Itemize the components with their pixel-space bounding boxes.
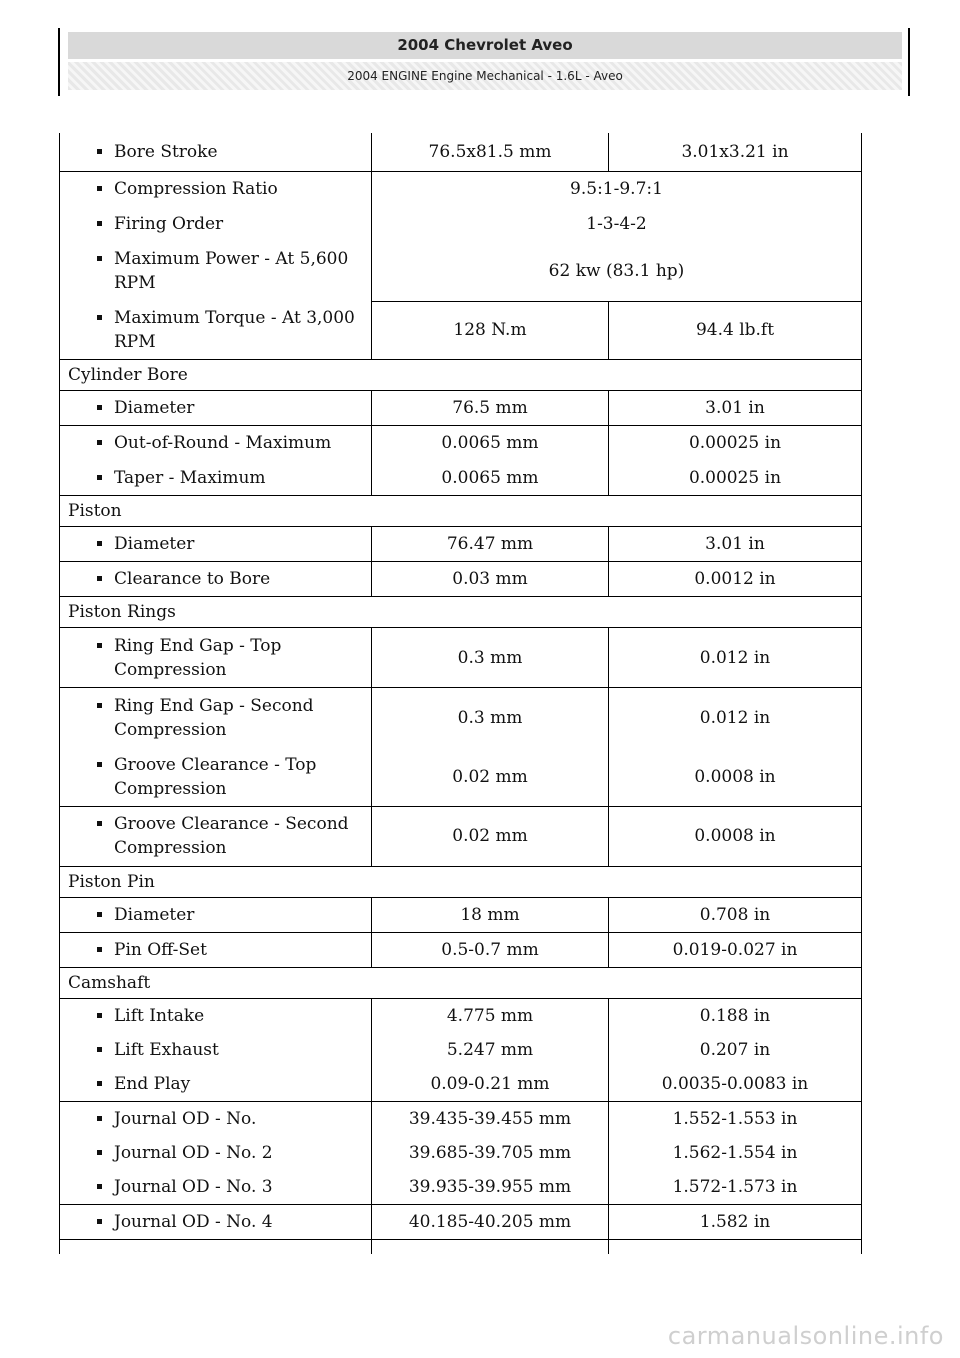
english-value: 0.0012 in [609,562,862,597]
metric-value: 0.02 mm [372,748,609,807]
metric-value: 5.247 mm [372,1033,609,1067]
table-row [60,206,862,241]
english-value: 0.00025 in [609,426,862,461]
spec-label: ▪ Diameter [114,527,367,561]
section-row [60,360,862,391]
table-row [60,1136,862,1170]
document-title: 2004 Chevrolet Aveo [68,32,902,59]
section-heading: Piston Rings [60,597,862,628]
spec-label: ▪ Pin Off-Set [114,933,367,967]
metric-value: 0.0065 mm [372,461,609,496]
section-heading: Piston [60,496,862,527]
spec-label: ▪ Diameter [114,898,367,932]
spec-label: ▪ Clearance to Bore [114,562,367,596]
table-row [60,171,862,206]
english-value: 0.012 in [609,628,862,688]
metric-value: 76.47 mm [372,527,609,562]
spec-label: ▪ Journal OD - No. [114,1102,367,1136]
table-row [60,301,862,360]
table-row [60,1101,862,1136]
table-row [60,562,862,597]
spec-label: ▪ Lift Intake [114,999,367,1033]
spec-label: ▪ Journal OD - No. 2 [114,1136,367,1170]
english-value: 1.582 in [609,1204,862,1239]
english-value: 1.562-1.554 in [609,1136,862,1170]
spec-label: ▪ Groove Clearance - Top Compression [114,748,367,806]
blank-cell [609,1239,862,1254]
english-value: 0.019-0.027 in [609,932,862,967]
english-value: 1.572-1.573 in [609,1170,862,1205]
blank-cell [60,1239,372,1254]
english-value: 0.012 in [609,688,862,748]
spec-label: ▪ Maximum Torque - At 3,000 RPM [114,301,367,359]
table-row [60,748,862,807]
metric-value: 76.5 mm [372,391,609,426]
merged-value: 1-3-4-2 [372,206,862,241]
table-row [60,461,862,496]
table-row [60,688,862,748]
section-heading: Piston Pin [60,866,862,897]
english-value: 3.01x3.21 in [609,133,862,171]
page-header [58,28,910,96]
spec-label: ▪ Bore Stroke [114,135,367,169]
section-row [60,866,862,897]
metric-value: 0.0065 mm [372,426,609,461]
metric-value: 39.685-39.705 mm [372,1136,609,1170]
spec-table [59,133,862,1254]
spec-label: ▪ Lift Exhaust [114,1033,367,1067]
section-heading: Camshaft [60,967,862,998]
table-row [60,1067,862,1102]
merged-value: 62 kw (83.1 hp) [372,241,862,301]
section-heading: Cylinder Bore [60,360,862,391]
metric-value: 0.3 mm [372,628,609,688]
section-row [60,597,862,628]
table-row [60,1170,862,1205]
metric-value: 128 N.m [372,301,609,360]
spec-label: ▪ End Play [114,1067,367,1101]
english-value: 0.0035-0.0083 in [609,1067,862,1102]
table-row [60,897,862,932]
english-value: 0.188 in [609,998,862,1033]
english-value: 0.00025 in [609,461,862,496]
spec-label: ▪ Out-of-Round - Maximum [114,426,367,460]
spec-label: ▪ Ring End Gap - Second Compression [114,689,367,747]
merged-value: 9.5:1-9.7:1 [372,171,862,206]
section-row [60,496,862,527]
metric-value: 0.03 mm [372,562,609,597]
table-row [60,932,862,967]
watermark-text: carmanualsonline.info [667,1322,944,1350]
metric-value: 0.02 mm [372,806,609,866]
table-row [60,426,862,461]
spec-label: ▪ Diameter [114,391,367,425]
table-row [60,1204,862,1239]
spec-label: ▪ Groove Clearance - Second Compression [114,807,367,865]
english-value: 3.01 in [609,391,862,426]
english-value: 0.207 in [609,1033,862,1067]
table-row [60,1033,862,1067]
table-row [60,133,862,171]
metric-value: 0.3 mm [372,688,609,748]
spec-label: ▪ Journal OD - No. 3 [114,1170,367,1204]
spec-label: ▪ Compression Ratio [114,172,367,206]
english-value: 0.0008 in [609,748,862,807]
table-row [60,241,862,301]
table-row [60,527,862,562]
metric-value: 39.935-39.955 mm [372,1170,609,1205]
table-row [60,998,862,1033]
blank-cell [372,1239,609,1254]
document-subtitle: 2004 ENGINE Engine Mechanical - 1.6L - Aveo [68,62,902,90]
metric-value: 40.185-40.205 mm [372,1204,609,1239]
table-row [60,391,862,426]
spec-label: ▪ Taper - Maximum [114,461,367,495]
section-row [60,967,862,998]
metric-value: 0.5-0.7 mm [372,932,609,967]
metric-value: 0.09-0.21 mm [372,1067,609,1102]
spec-label: ▪ Ring End Gap - Top Compression [114,629,367,687]
english-value: 94.4 lb.ft [609,301,862,360]
spec-label: ▪ Firing Order [114,207,367,241]
table-row [60,806,862,866]
table-row [60,1239,862,1254]
english-value: 0.708 in [609,897,862,932]
english-value: 1.552-1.553 in [609,1101,862,1136]
table-row [60,628,862,688]
english-value: 0.0008 in [609,806,862,866]
metric-value: 4.775 mm [372,998,609,1033]
english-value: 3.01 in [609,527,862,562]
metric-value: 76.5x81.5 mm [372,133,609,171]
spec-label: ▪ Journal OD - No. 4 [114,1205,367,1239]
metric-value: 39.435-39.455 mm [372,1101,609,1136]
spec-label: ▪ Maximum Power - At 5,600 RPM [114,242,367,300]
metric-value: 18 mm [372,897,609,932]
